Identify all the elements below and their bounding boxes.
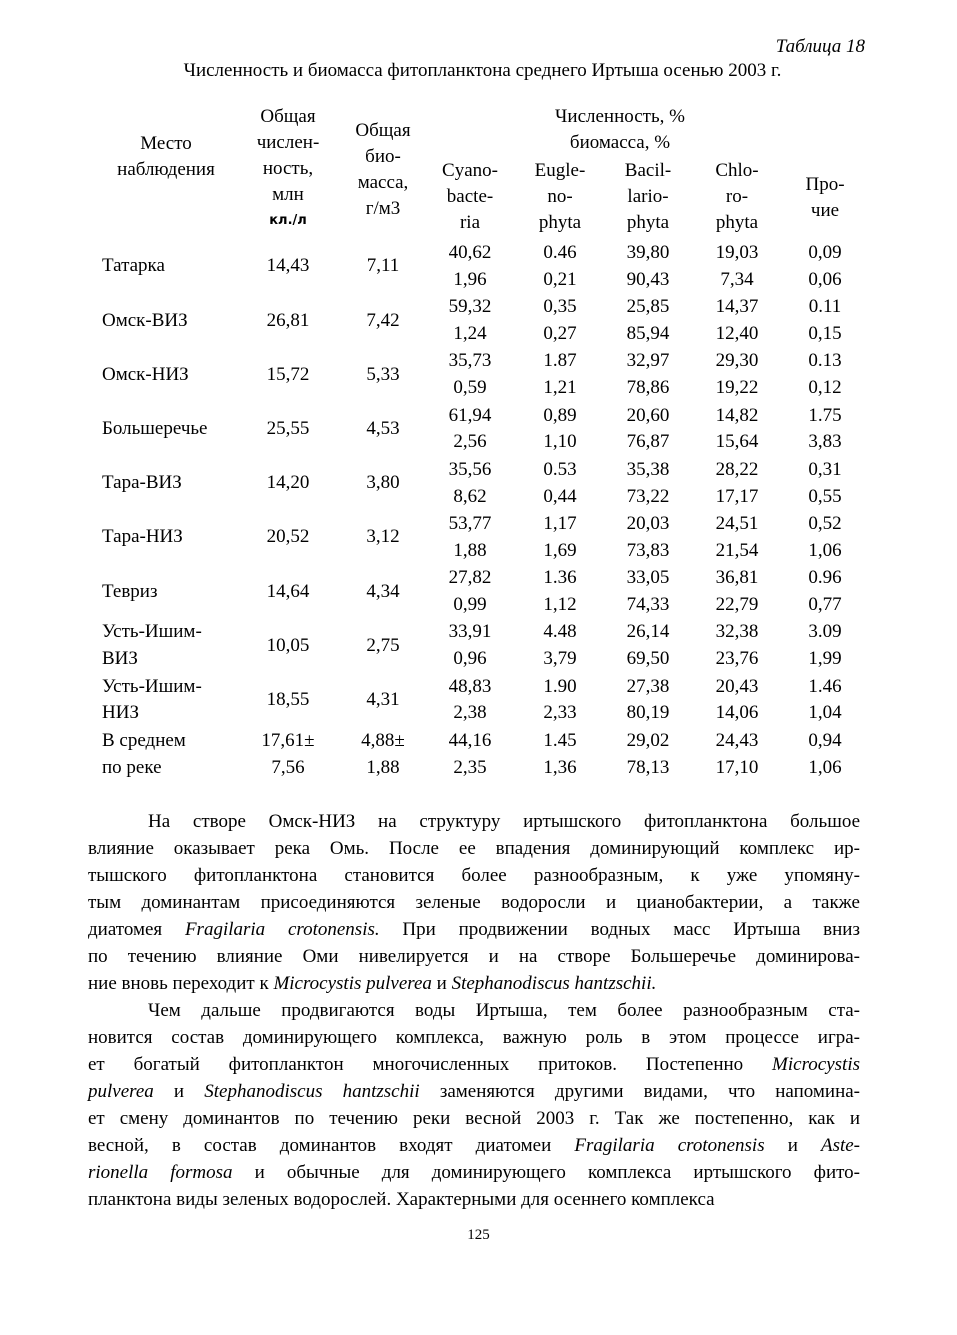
header-total-biomass-line: г/м3: [365, 198, 401, 219]
header-total-count-line: млн: [272, 184, 304, 205]
cell-biomass: 5,33: [366, 363, 400, 385]
cell-cyano: 1,88: [453, 539, 487, 561]
cell-chloro: 17,10: [715, 756, 759, 778]
cell-biomass: 4,53: [366, 418, 400, 439]
text-run: тышского фитопланктона становится более разнообразным, к уже упомяну-: [88, 865, 860, 886]
text-run: весной, в состав доминантов входят диатомеи: [88, 1135, 575, 1156]
paragraph-line: [88, 1132, 860, 1159]
species-name: Aste-: [820, 1135, 861, 1156]
cell-other: 3.09: [808, 621, 842, 643]
paragraph-line: [88, 943, 860, 970]
cell-chloro: 12,40: [715, 323, 759, 344]
paragraph-line: [88, 916, 860, 943]
cell-other: 0,94: [808, 729, 842, 751]
cell-eugleno: 0,21: [543, 268, 577, 290]
header-chloro-line: Chlo-: [715, 160, 759, 181]
cell-biomass: 4,88±: [361, 729, 405, 751]
cell-cyano: 59,32: [448, 296, 492, 318]
header-euglenophyta: [520, 158, 600, 236]
cell-other: 1,06: [808, 539, 842, 561]
cell-other: 1,99: [808, 648, 842, 670]
text-run: На створе Омск-НИЗ на структуру иртышского фитопланктона большое: [148, 811, 860, 832]
text-run: ние вновь переходит к: [88, 973, 274, 994]
cell-site: В среднем: [102, 729, 186, 751]
text-run: заменяются другими видами, что напомина-: [419, 1081, 860, 1102]
header-chloro-line: phyta: [715, 212, 759, 233]
cell-bacillario: 29,02: [626, 729, 670, 751]
cell-count: 20,52: [266, 526, 310, 548]
cell-count: 14,20: [266, 472, 310, 494]
cell-site: Тара-НИЗ: [102, 526, 183, 548]
cell-site: Омск-ВИЗ: [102, 309, 188, 331]
header-bacillario-line: lario-: [627, 186, 669, 207]
header-group-title: [500, 104, 740, 156]
cell-cyano: 2,56: [453, 431, 487, 453]
paragraph-line: [88, 1024, 860, 1051]
header-cyanobacteria: [430, 158, 510, 236]
cell-cyano: 2,38: [453, 702, 487, 724]
header-cyano-line: bacte-: [446, 186, 494, 207]
cell-cyano: 61,94: [448, 404, 492, 426]
cell-bacillario: 76,87: [626, 431, 670, 453]
cell-site: Усть-Ишим-: [102, 675, 202, 697]
cell-count: 17,61±: [261, 729, 315, 751]
cell-bacillario: 33,05: [626, 567, 670, 589]
cell-other: 0,55: [808, 485, 842, 507]
cell-count: 10,05: [266, 634, 310, 656]
cell-site: Татарка: [102, 255, 165, 277]
paragraph-line: [88, 862, 860, 889]
cell-count: 14,64: [266, 580, 310, 602]
header-total-count-line: числен-: [256, 132, 320, 153]
cell-cyano: 1,96: [453, 268, 487, 290]
cell-site: НИЗ: [102, 702, 139, 724]
cell-biomass: 4,34: [366, 580, 400, 602]
cell-eugleno: 4.48: [543, 621, 577, 643]
cell-chloro: 36,81: [715, 567, 759, 589]
paragraph-line: [88, 889, 860, 916]
header-site-line: наблюдения: [117, 159, 215, 180]
cell-count: 14,43: [266, 255, 310, 277]
cell-chloro: 17,17: [715, 485, 759, 507]
cell-chloro: 28,22: [715, 458, 759, 480]
cell-biomass: 4,31: [366, 689, 400, 710]
cell-other: 1.75: [808, 404, 842, 426]
paragraph-line: [88, 1159, 860, 1186]
cell-site: Большеречье: [102, 418, 208, 439]
text-run: по течению влияние Оми нивелируется и на створе Большеречье доминирова-: [88, 946, 860, 967]
cell-other: 0,77: [808, 594, 842, 615]
cell-other: 0,12: [808, 377, 842, 399]
cell-chloro: 15,64: [715, 431, 759, 453]
text-run: и: [431, 973, 452, 994]
cell-eugleno: 0,35: [543, 296, 577, 318]
cell-biomass: 3,80: [366, 472, 400, 494]
cell-site: по реке: [102, 756, 162, 778]
cell-chloro: 14,37: [715, 296, 759, 318]
table-title: Численность и биомасса фитопланктона среднего Иртыша осенью 2003 г.: [183, 60, 782, 81]
cell-chloro: 19,22: [715, 377, 759, 399]
species-name: Microcystis: [772, 1054, 860, 1075]
header-total-count-line: ность,: [262, 158, 314, 179]
cell-chloro: 14,06: [715, 702, 759, 724]
cell-bacillario: 73,22: [626, 485, 670, 507]
paragraph-line: [88, 1051, 860, 1078]
page-number: 125: [467, 1227, 490, 1243]
cell-chloro: 7,34: [720, 268, 754, 290]
cell-other: 0,09: [808, 242, 842, 263]
cell-bacillario: 85,94: [626, 323, 670, 344]
text-run: и: [764, 1135, 821, 1156]
cell-other: 0.96: [808, 567, 842, 589]
cell-chloro: 19,03: [715, 242, 759, 263]
text-run: планктона виды зеленых водорослей. Характерными для осеннего комплекса: [88, 1189, 715, 1210]
cell-eugleno: 0.46: [543, 242, 577, 263]
cell-other: 1.46: [808, 675, 842, 697]
text-run: ет смену доминантов по течению реки весной 2003 г. Так же постепенно, как и: [88, 1108, 860, 1129]
header-chloro-line: ro-: [725, 186, 749, 207]
cell-bacillario: 78,13: [626, 756, 670, 778]
paragraph-line: [88, 835, 860, 862]
cell-eugleno: 1.90: [543, 675, 577, 697]
header-total-count: [238, 104, 338, 234]
cell-bacillario: 35,38: [626, 458, 670, 480]
header-cyano-line: ria: [459, 212, 481, 233]
cell-eugleno: 1,10: [543, 431, 577, 453]
cell-bacillario: 90,43: [626, 268, 670, 290]
species-name: Stephanodiscus hantzschii: [204, 1081, 420, 1102]
cell-cyano: 2,35: [453, 756, 487, 778]
cell-other: 0,52: [808, 513, 842, 534]
cell-chloro: 20,43: [715, 675, 759, 697]
species-name: rionella formosa: [88, 1162, 233, 1183]
species-name: Fragilaria crotonensis: [574, 1135, 765, 1156]
text-run: новится состав доминирующего комплекса, важную роль в этом процессе игра-: [88, 1027, 860, 1048]
cell-biomass: 3,12: [366, 526, 400, 548]
paragraph-line: [88, 997, 860, 1024]
header-group-line: Численность, %: [555, 106, 685, 127]
paragraph-line: [88, 1186, 860, 1213]
cell-eugleno: 1.87: [543, 350, 577, 372]
cell-biomass: 2,75: [366, 634, 400, 656]
cell-other: 0.13: [808, 350, 842, 372]
species-name: pulverea: [88, 1081, 154, 1102]
cell-eugleno: 1.45: [543, 729, 577, 751]
cell-cyano: 27,82: [448, 567, 492, 589]
cell-eugleno: 1,17: [543, 513, 577, 534]
cell-bacillario: 73,83: [626, 539, 670, 561]
header-total-count-unit: кл./л: [269, 213, 307, 228]
cell-chloro: 21,54: [715, 539, 759, 561]
text-run: и обычные для доминирующего комплекса иртышского фито-: [232, 1162, 860, 1183]
text-run: При продвижении водных масс Иртыша вниз: [379, 919, 860, 940]
cell-bacillario: 74,33: [626, 594, 670, 615]
cell-bacillario: 27,38: [626, 675, 670, 697]
cell-cyano: 48,83: [448, 675, 492, 697]
header-other-line: чие: [810, 200, 840, 221]
header-eugleno-line: Eugle-: [534, 160, 586, 181]
cell-chloro: 23,76: [715, 648, 759, 670]
cell-cyano: 44,16: [448, 729, 492, 751]
text-run: влияние оказывает река Омь. После ее впадения доминирующий комплекс ир-: [88, 838, 860, 859]
text-run: ет богатый фитопланктон многочисленных притоков. Постепенно: [88, 1054, 773, 1075]
cell-eugleno: 0,27: [543, 323, 577, 344]
header-bacillario-line: phyta: [626, 212, 670, 233]
header-total-count-line: Общая: [260, 106, 316, 127]
header-site-line: Место: [140, 133, 192, 154]
cell-bacillario: 26,14: [626, 621, 670, 643]
header-total-biomass-line: масса,: [357, 172, 409, 193]
cell-chloro: 22,79: [715, 594, 759, 615]
cell-eugleno: 1,69: [543, 539, 577, 561]
header-site: [100, 131, 232, 183]
header-bacillariophyta: [608, 158, 688, 236]
cell-other: 3,83: [808, 431, 842, 453]
cell-chloro: 24,43: [715, 729, 759, 751]
cell-cyano: 0,59: [453, 377, 487, 399]
cell-eugleno: 3,79: [543, 648, 577, 670]
cell-cyano: 53,77: [448, 513, 492, 534]
species-name: Fragilaria crotonensis.: [184, 919, 380, 940]
cell-biomass: 7,42: [366, 309, 400, 331]
cell-bacillario: 39,80: [626, 242, 670, 263]
cell-biomass: 7,11: [366, 255, 400, 277]
cell-cyano: 0,96: [453, 648, 487, 670]
header-chlorophyta: [697, 158, 777, 236]
header-total-biomass-line: Общая: [355, 120, 411, 141]
cell-count: 15,72: [266, 363, 310, 385]
header-total-biomass: [338, 118, 428, 222]
cell-eugleno: 1,21: [543, 377, 577, 399]
cell-eugleno: 1.36: [543, 567, 577, 589]
header-eugleno-line: phyta: [538, 212, 582, 233]
cell-eugleno: 0,89: [543, 404, 577, 426]
cell-bacillario: 20,60: [626, 404, 670, 426]
cell-cyano: 8,62: [453, 485, 487, 507]
cell-other: 0.11: [808, 296, 842, 318]
cell-eugleno: 2,33: [543, 702, 577, 724]
text-run: и: [153, 1081, 205, 1102]
paragraph-line: [88, 1078, 860, 1105]
body-paragraph-2: [88, 997, 860, 1213]
cell-chloro: 29,30: [715, 350, 759, 372]
cell-eugleno: 0.53: [543, 458, 577, 480]
cell-cyano: 35,73: [448, 350, 492, 372]
cell-other: 0,06: [808, 268, 842, 290]
cell-bacillario: 32,97: [626, 350, 670, 372]
cell-site: Омск-НИЗ: [102, 363, 189, 385]
body-paragraph-1: [88, 808, 860, 997]
header-bacillario-line: Bacil-: [624, 160, 672, 181]
header-eugleno-line: no-: [547, 186, 573, 207]
table-label: Таблица 18: [775, 36, 865, 57]
cell-bacillario: 69,50: [626, 648, 670, 670]
cell-chloro: 32,38: [715, 621, 759, 643]
cell-chloro: 24,51: [715, 513, 759, 534]
cell-site: Тевриз: [102, 580, 158, 602]
header-cyano-line: Cyano-: [442, 160, 498, 181]
cell-other: 1,06: [808, 756, 842, 778]
cell-eugleno: 0,44: [543, 485, 577, 507]
cell-biomass: 1,88: [366, 756, 400, 778]
cell-bacillario: 78,86: [626, 377, 670, 399]
paragraph-line: [88, 970, 860, 997]
cell-site: Усть-Ишим-: [102, 621, 202, 643]
cell-site: ВИЗ: [102, 648, 138, 670]
header-other-line: Про-: [805, 174, 845, 195]
cell-count: 26,81: [266, 309, 310, 331]
text-run: тым доминантам присоединяются зеленые водоросли и цианобактерии, а также: [88, 892, 860, 913]
cell-cyano: 35,56: [448, 458, 492, 480]
cell-count: 7,56: [271, 756, 305, 778]
cell-chloro: 14,82: [715, 404, 759, 426]
cell-other: 1,04: [808, 702, 842, 724]
text-run: диатомея: [88, 919, 185, 940]
cell-cyano: 1,24: [453, 323, 487, 344]
text-run: Чем дальше продвигаются воды Иртыша, тем более разнообразным ста-: [148, 1000, 860, 1021]
cell-cyano: 40,62: [448, 242, 492, 263]
header-total-biomass-line: био-: [365, 146, 401, 167]
cell-bacillario: 25,85: [626, 296, 670, 318]
cell-count: 18,55: [266, 689, 310, 710]
cell-other: 0,31: [808, 458, 842, 480]
cell-eugleno: 1,12: [543, 594, 577, 615]
species-name: Microcystis pulverea: [273, 973, 432, 994]
species-name: Stephanodiscus hantzschii.: [451, 973, 657, 994]
cell-eugleno: 1,36: [543, 756, 577, 778]
cell-cyano: 33,91: [448, 621, 492, 643]
paragraph-line: [88, 1105, 860, 1132]
paragraph-line: [88, 808, 860, 835]
cell-bacillario: 20,03: [626, 513, 670, 534]
cell-count: 25,55: [266, 418, 310, 439]
cell-cyano: 0,99: [453, 594, 487, 615]
cell-other: 0,15: [808, 323, 842, 344]
header-group-line: биомасса, %: [569, 132, 671, 153]
cell-site: Тара-ВИЗ: [102, 472, 182, 494]
header-other: [785, 172, 865, 224]
cell-bacillario: 80,19: [626, 702, 670, 724]
